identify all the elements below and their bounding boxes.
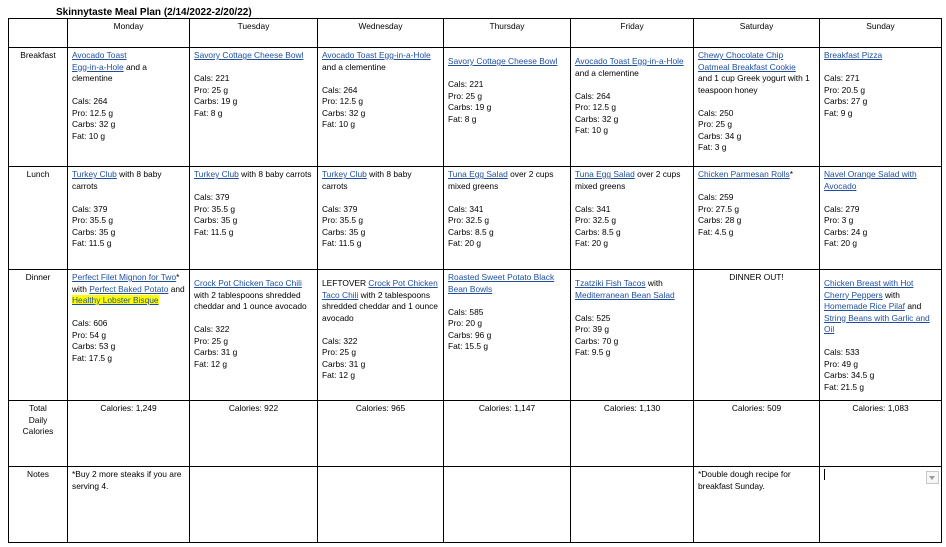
meal-text: * with [72,272,180,294]
meal-text: over 2 cups mixed greens [448,169,554,191]
lunch-cell-saturday [694,167,820,270]
nutrition-cals: Cals: 341 [575,203,611,214]
meal-text: LEFTOVER [322,278,369,288]
row-label-breakfast: Breakfast [9,48,68,167]
note-text: *Double dough recipe for breakfast Sunday. [698,469,791,491]
breakfast-cell-wednesday [318,48,444,167]
meal-text: and [905,301,922,311]
nutrition-cals: Cals: 250 [698,107,734,118]
lunch-cell-thursday [444,167,571,270]
recipe-link[interactable]: Chewy Chocolate Chip Oatmeal Breakfast Cookie [698,50,796,72]
nutrition-cals: Cals: 322 [322,335,358,346]
total-calories-friday: Calories: 1,130 [571,401,694,467]
nutrition-carbs: Carbs: 24 g [824,226,868,237]
nutrition-carbs: Carbs: 34 g [698,130,742,141]
nutrition-protein: Pro: 32.5 g [575,215,616,225]
dinner-cell-tuesday [190,270,318,401]
nutrition-carbs: Carbs: 31 g [322,358,366,369]
dinner-cell-friday [571,270,694,401]
recipe-link[interactable]: Homemade Rice Pilaf [824,301,905,311]
nutrition-cals: Cals: 341 [448,203,484,214]
dinner-cell-wednesday [318,270,444,401]
nutrition-protein: Pro: 35.5 g [194,203,235,214]
nutrition-cals: Cals: 271 [824,73,860,83]
nutrition-protein: Pro: 35.5 g [322,215,363,225]
nutrition-fat: Fat: 9.5 g [575,347,611,357]
nutrition-protein: Pro: 12.5 g [322,96,363,106]
nutrition-carbs: Carbs: 19 g [448,102,492,112]
meal-text: with [882,289,900,300]
nutrition-cals: Cals: 533 [824,347,860,357]
nutrition-cals: Cals: 221 [194,73,230,83]
nutrition-protein: Pro: 3 g [824,215,854,225]
notes-cell-tuesday[interactable] [190,467,318,543]
nutrition-protein: Pro: 39 g [575,324,609,334]
notes-cell-monday[interactable] [68,467,190,543]
nutrition-fat: Fat: 20 g [448,238,482,248]
day-header-saturday: Saturday [694,19,820,48]
row-label-total-daily-calories [9,401,68,467]
nutrition-cals: Cals: 264 [72,96,108,106]
recipe-link[interactable]: Turkey Club [72,169,117,179]
notes-cell-wednesday[interactable] [318,467,444,543]
nutrition-carbs: Carbs: 8.5 g [448,226,494,237]
breakfast-cell-tuesday [190,48,318,167]
recipe-link[interactable]: Avocado Toast Egg-in-a-Hole [322,50,431,60]
meal-text: with 2 tablespoons shredded cheddar and 1 ounce avocado [322,289,438,323]
dinner-cell-monday [68,270,190,401]
notes-cell-saturday[interactable] [694,467,820,543]
day-header-wednesday: Wednesday [318,19,444,48]
recipe-link[interactable]: Roasted Sweet Potato Black Bean Bowls [448,272,555,294]
breakfast-cell-thursday [444,48,571,167]
total-calories-thursday: Calories: 1,147 [444,401,571,467]
meal-text: * [789,169,793,179]
nutrition-cals: Cals: 264 [322,84,358,95]
meal-text: with 2 tablespoons shredded cheddar and 1 ounce avocado [194,289,307,311]
nutrition-fat: Fat: 12 g [322,370,356,380]
day-header-monday: Monday [68,19,190,48]
nutrition-protein: Pro: 49 g [824,358,858,369]
recipe-link[interactable]: Crock Pot Chicken Taco Chili [322,278,438,300]
dropdown-arrow-icon[interactable] [926,471,939,484]
nutrition-fat: Fat: 3 g [698,142,727,152]
meal-text: and a clementine [322,61,386,72]
lunch-cell-monday [68,167,190,270]
meal-text: with 8 baby carrots [238,169,312,179]
day-header-tuesday: Tuesday [190,19,318,48]
total-calories-saturday: Calories: 509 [694,401,820,467]
nutrition-fat: Fat: 8 g [448,113,477,124]
meal-text: and [168,283,185,294]
recipe-link[interactable]: Tuna Egg Salad [448,169,508,179]
recipe-link[interactable]: Turkey Club [322,169,367,179]
nutrition-protein: Pro: 35.5 g [72,215,113,225]
recipe-link[interactable]: String Beans with Garlic and Oil [824,312,930,334]
meal-text: and 1 cup Greek yogurt with 1 teaspoon honey [698,73,810,95]
row-label-dinner: Dinner [9,270,68,401]
nutrition-protein: Pro: 25 g [698,119,732,129]
nutrition-fat: Fat: 17.5 g [72,352,113,363]
lunch-cell-wednesday [318,167,444,270]
nutrition-protein: Pro: 25 g [194,335,228,346]
recipe-link[interactable]: Egg-in-a-Hole [72,61,124,72]
nutrition-fat: Fat: 4.5 g [698,226,734,237]
day-header-thursday: Thursday [444,19,571,48]
header-row [9,19,942,48]
nutrition-fat: Fat: 9 g [824,107,853,118]
nutrition-carbs: Carbs: 53 g [72,341,116,351]
breakfast-cell-saturday [694,48,820,167]
nutrition-cals: Cals: 221 [448,79,484,89]
nutrition-protein: Pro: 25 g [322,347,356,357]
nutrition-fat: Fat: 15.5 g [448,341,489,351]
nutrition-carbs: Carbs: 28 g [698,215,742,225]
breakfast-cell-sunday [820,48,942,167]
nutrition-protein: Pro: 12.5 g [72,107,113,118]
meal-text: and a clementine [575,67,639,78]
nutrition-cals: Cals: 379 [72,203,108,214]
nutrition-carbs: Carbs: 35 g [194,215,238,225]
nutrition-carbs: Carbs: 31 g [194,347,238,357]
nutrition-fat: Fat: 10 g [322,119,356,129]
dinner-cell-saturday [694,270,820,401]
total-calories-sunday: Calories: 1,083 [820,401,942,467]
nutrition-carbs: Carbs: 8.5 g [575,226,621,237]
breakfast-cell-friday [571,48,694,167]
recipe-link[interactable]: Tuna Egg Salad [575,169,635,179]
row-label-lunch: Lunch [9,167,68,270]
nutrition-carbs: Carbs: 19 g [194,96,238,106]
row-label-notes: Notes [9,467,68,543]
nutrition-protein: Pro: 12.5 g [575,102,616,112]
highlighted-recipe-link[interactable]: Healthy Lobster Bisque [72,295,159,305]
total-calories-monday: Calories: 1,249 [68,401,190,467]
totals-row [9,401,942,467]
row-label-line: Daily [28,414,48,425]
recipe-link[interactable]: Savory Cottage Cheese Bowl [194,50,304,60]
recipe-link[interactable]: Tzatziki Fish Tacos [575,278,646,288]
recipe-link[interactable]: Navel Orange Salad with Avocado [824,169,917,191]
lunch-row [9,167,942,270]
recipe-link[interactable]: Avocado Toast Egg-in-a-Hole [575,56,684,66]
nutrition-carbs: Carbs: 35 g [322,226,366,237]
row-label-line: Total [29,403,47,413]
notes-cell-thursday[interactable] [444,467,571,543]
dinner-cell-sunday [820,270,942,401]
nutrition-cals: Cals: 525 [575,312,611,323]
nutrition-fat: Fat: 12 g [194,358,228,369]
nutrition-fat: Fat: 20 g [575,238,609,248]
lunch-cell-sunday [820,167,942,270]
nutrition-carbs: Carbs: 35 g [72,226,116,237]
total-calories-tuesday: Calories: 922 [190,401,318,467]
row-label-line: Calories [22,426,54,436]
nutrition-carbs: Carbs: 32 g [322,107,366,118]
corner-cell [9,19,68,48]
nutrition-cals: Cals: 606 [72,318,108,328]
nutrition-fat: Fat: 21.5 g [824,381,865,392]
lunch-cell-friday [571,167,694,270]
recipe-link[interactable]: Avocado Toast [72,50,127,60]
nutrition-protein: Pro: 32.5 g [448,215,489,225]
breakfast-cell-monday [68,48,190,167]
recipe-link[interactable]: Chicken Parmesan Rolls [698,169,790,179]
note-text: *Buy 2 more steaks if you are serving 4. [72,469,182,491]
nutrition-cals: Cals: 264 [575,90,611,101]
meal-text: with 8 baby carrots [322,169,412,191]
nutrition-fat: Fat: 11.5 g [72,238,112,248]
meal-text: and a clementine [72,61,147,83]
dinner-out-label: DINNER OUT! [729,272,784,282]
page-title: Skinnytaste Meal Plan (2/14/2022-2/20/22) [56,7,252,18]
dinner-row [9,270,942,401]
recipe-link[interactable]: Breakfast Pizza [824,50,883,60]
nutrition-fat: Fat: 10 g [575,125,609,135]
nutrition-cals: Cals: 379 [194,192,230,202]
recipe-link[interactable]: Crock Pot Chicken Taco Chili [194,278,302,288]
dinner-cell-thursday [444,270,571,401]
day-header-sunday: Sunday [820,19,942,48]
nutrition-fat: Fat: 11.5 g [194,226,234,237]
meal-text: with [645,278,663,288]
recipe-link[interactable]: Turkey Club [194,169,239,179]
nutrition-carbs: Carbs: 70 g [575,335,619,346]
meal-text: with 8 baby carrots [72,169,162,191]
nutrition-fat: Fat: 20 g [824,238,858,248]
nutrition-fat: Fat: 8 g [194,107,223,118]
nutrition-protein: Pro: 20.5 g [824,84,865,95]
nutrition-cals: Cals: 585 [448,306,484,317]
nutrition-fat: Fat: 10 g [72,130,106,141]
nutrition-cals: Cals: 259 [698,192,734,202]
meal-plan-table [8,18,942,543]
notes-cell-sunday[interactable] [820,467,942,543]
recipe-link[interactable]: Perfect Filet Mignon for Two [72,272,177,282]
nutrition-protein: Pro: 25 g [448,90,482,101]
nutrition-protein: Pro: 25 g [194,84,228,95]
nutrition-carbs: Carbs: 34.5 g [824,370,875,380]
nutrition-carbs: Carbs: 32 g [575,113,619,124]
nutrition-protein: Pro: 20 g [448,318,482,328]
notes-cell-friday[interactable] [571,467,694,543]
total-calories-wednesday: Calories: 965 [318,401,444,467]
nutrition-protein: Pro: 27.5 g [698,203,739,214]
lunch-cell-tuesday [190,167,318,270]
recipe-link[interactable]: Mediterranean Bean Salad [575,289,675,300]
nutrition-cals: Cals: 379 [322,203,358,214]
nutrition-carbs: Carbs: 32 g [72,119,116,129]
nutrition-carbs: Carbs: 96 g [448,329,492,340]
meal-text: over 2 cups mixed greens [575,169,681,191]
recipe-link[interactable]: Perfect Baked Potato [89,283,169,294]
notes-row [9,467,942,543]
nutrition-protein: Pro: 54 g [72,329,106,340]
nutrition-cals: Cals: 279 [824,203,860,214]
recipe-link[interactable]: Savory Cottage Cheese Bowl [448,56,558,66]
day-header-friday: Friday [571,19,694,48]
breakfast-row [9,48,942,167]
recipe-link[interactable]: Chicken Breast with Hot Cherry Peppers [824,278,914,300]
nutrition-carbs: Carbs: 27 g [824,96,868,106]
nutrition-fat: Fat: 11.5 g [322,238,362,248]
nutrition-cals: Cals: 322 [194,324,230,334]
text-cursor-icon [824,469,825,480]
